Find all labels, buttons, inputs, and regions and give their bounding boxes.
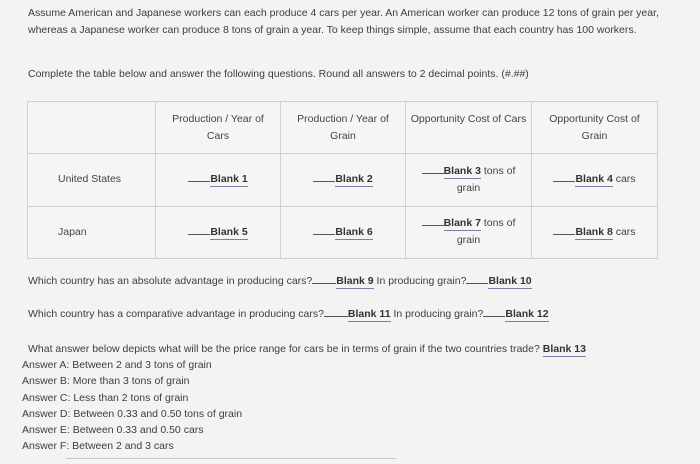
production-table [27,101,658,259]
header-empty [28,102,156,154]
country-cell: United States [28,154,156,207]
header-prod-grain: Production / Year of Grain [281,102,406,154]
blank-line [483,316,505,317]
question-text: What answer below depicts what will be the price range for cars be in terms of grain if the two countries trade? [28,343,543,355]
answer-option: Answer E: Between 0.33 and 0.50 cars [22,424,204,437]
blank-line [466,283,488,284]
blank-5[interactable]: Blank 5 [210,225,248,238]
country-cell: Japan [28,206,156,259]
blank-cell [532,154,658,207]
table-row [28,206,658,259]
problem-intro: Assume American and Japanese workers can each produce 4 cars per year. An American worker can produce 12 tons of grain per year, whereas a Japanese worker can produce 8 tons of grain a year. To keep things simple, assume that each country has 100 workers. [28,7,659,36]
blank-line [553,234,575,235]
blank-line [324,316,348,317]
question-text: In producing grain? [390,308,484,320]
blank-8[interactable]: Blank 8 [575,225,613,238]
instructions: Complete the table below and answer the following questions. Round all answers to 2 decimal points. (#.##) [28,68,529,80]
question-text: In producing grain? [373,275,467,287]
blank-4[interactable]: Blank 4 [575,173,613,186]
blank-cell [156,206,281,259]
answer-option: Answer A: Between 2 and 3 tons of grain [22,359,212,371]
divider [66,458,396,459]
question-text: Which country has an absolute advantage in producing cars? [28,275,313,287]
answer-option: Answer F: Between 2 and 3 cars [22,440,174,453]
unit-text: grain [456,234,481,247]
blank-line [553,181,575,182]
blank-12[interactable]: Blank 12 [505,308,549,320]
blank-13[interactable]: Blank 13 [542,343,586,355]
blank-cell [281,206,406,259]
unit-text: grain [456,181,481,194]
blank-2[interactable]: Blank 2 [335,173,373,186]
answer-option: Answer C: Less than 2 tons of grain [22,391,189,404]
header-prod-cars: Production / Year of Cars [156,102,281,154]
blank-line [188,181,210,182]
unit-text: cars [612,173,636,186]
answer-list [22,352,242,455]
unit-text: tons of [480,217,516,230]
blank-11[interactable]: Blank 11 [347,308,391,320]
blank-cell [532,206,658,259]
question-comparative-advantage [28,308,549,320]
blank-cell [406,206,532,259]
table-header-row [28,102,658,154]
blank-line [422,225,444,226]
blank-6[interactable]: Blank 6 [335,225,373,238]
blank-line [188,234,210,235]
header-oc-cars: Opportunity Cost of Cars [406,102,532,154]
blank-line [313,181,335,182]
blank-line [312,283,336,284]
question-text: Which country has a comparative advantage in producing cars? [28,308,324,320]
blank-cell [156,154,281,207]
blank-cell [406,154,532,207]
blank-10[interactable]: Blank 10 [488,275,532,287]
header-oc-grain: Opportunity Cost of Grain [532,102,658,154]
unit-text: cars [612,225,636,238]
answer-option: Answer D: Between 0.33 and 0.50 tons of grain [22,407,243,420]
blank-3[interactable]: Blank 3 [443,164,481,177]
blank-cell [281,154,406,207]
blank-line [422,173,444,174]
table-row [28,154,658,207]
blank-1[interactable]: Blank 1 [210,173,248,186]
unit-text: tons of [480,164,516,177]
question-absolute-advantage [28,275,532,287]
blank-line [313,234,335,235]
answer-option: Answer B: More than 3 tons of grain [22,375,190,388]
blank-7[interactable]: Blank 7 [443,217,481,230]
blank-9[interactable]: Blank 9 [336,275,374,287]
